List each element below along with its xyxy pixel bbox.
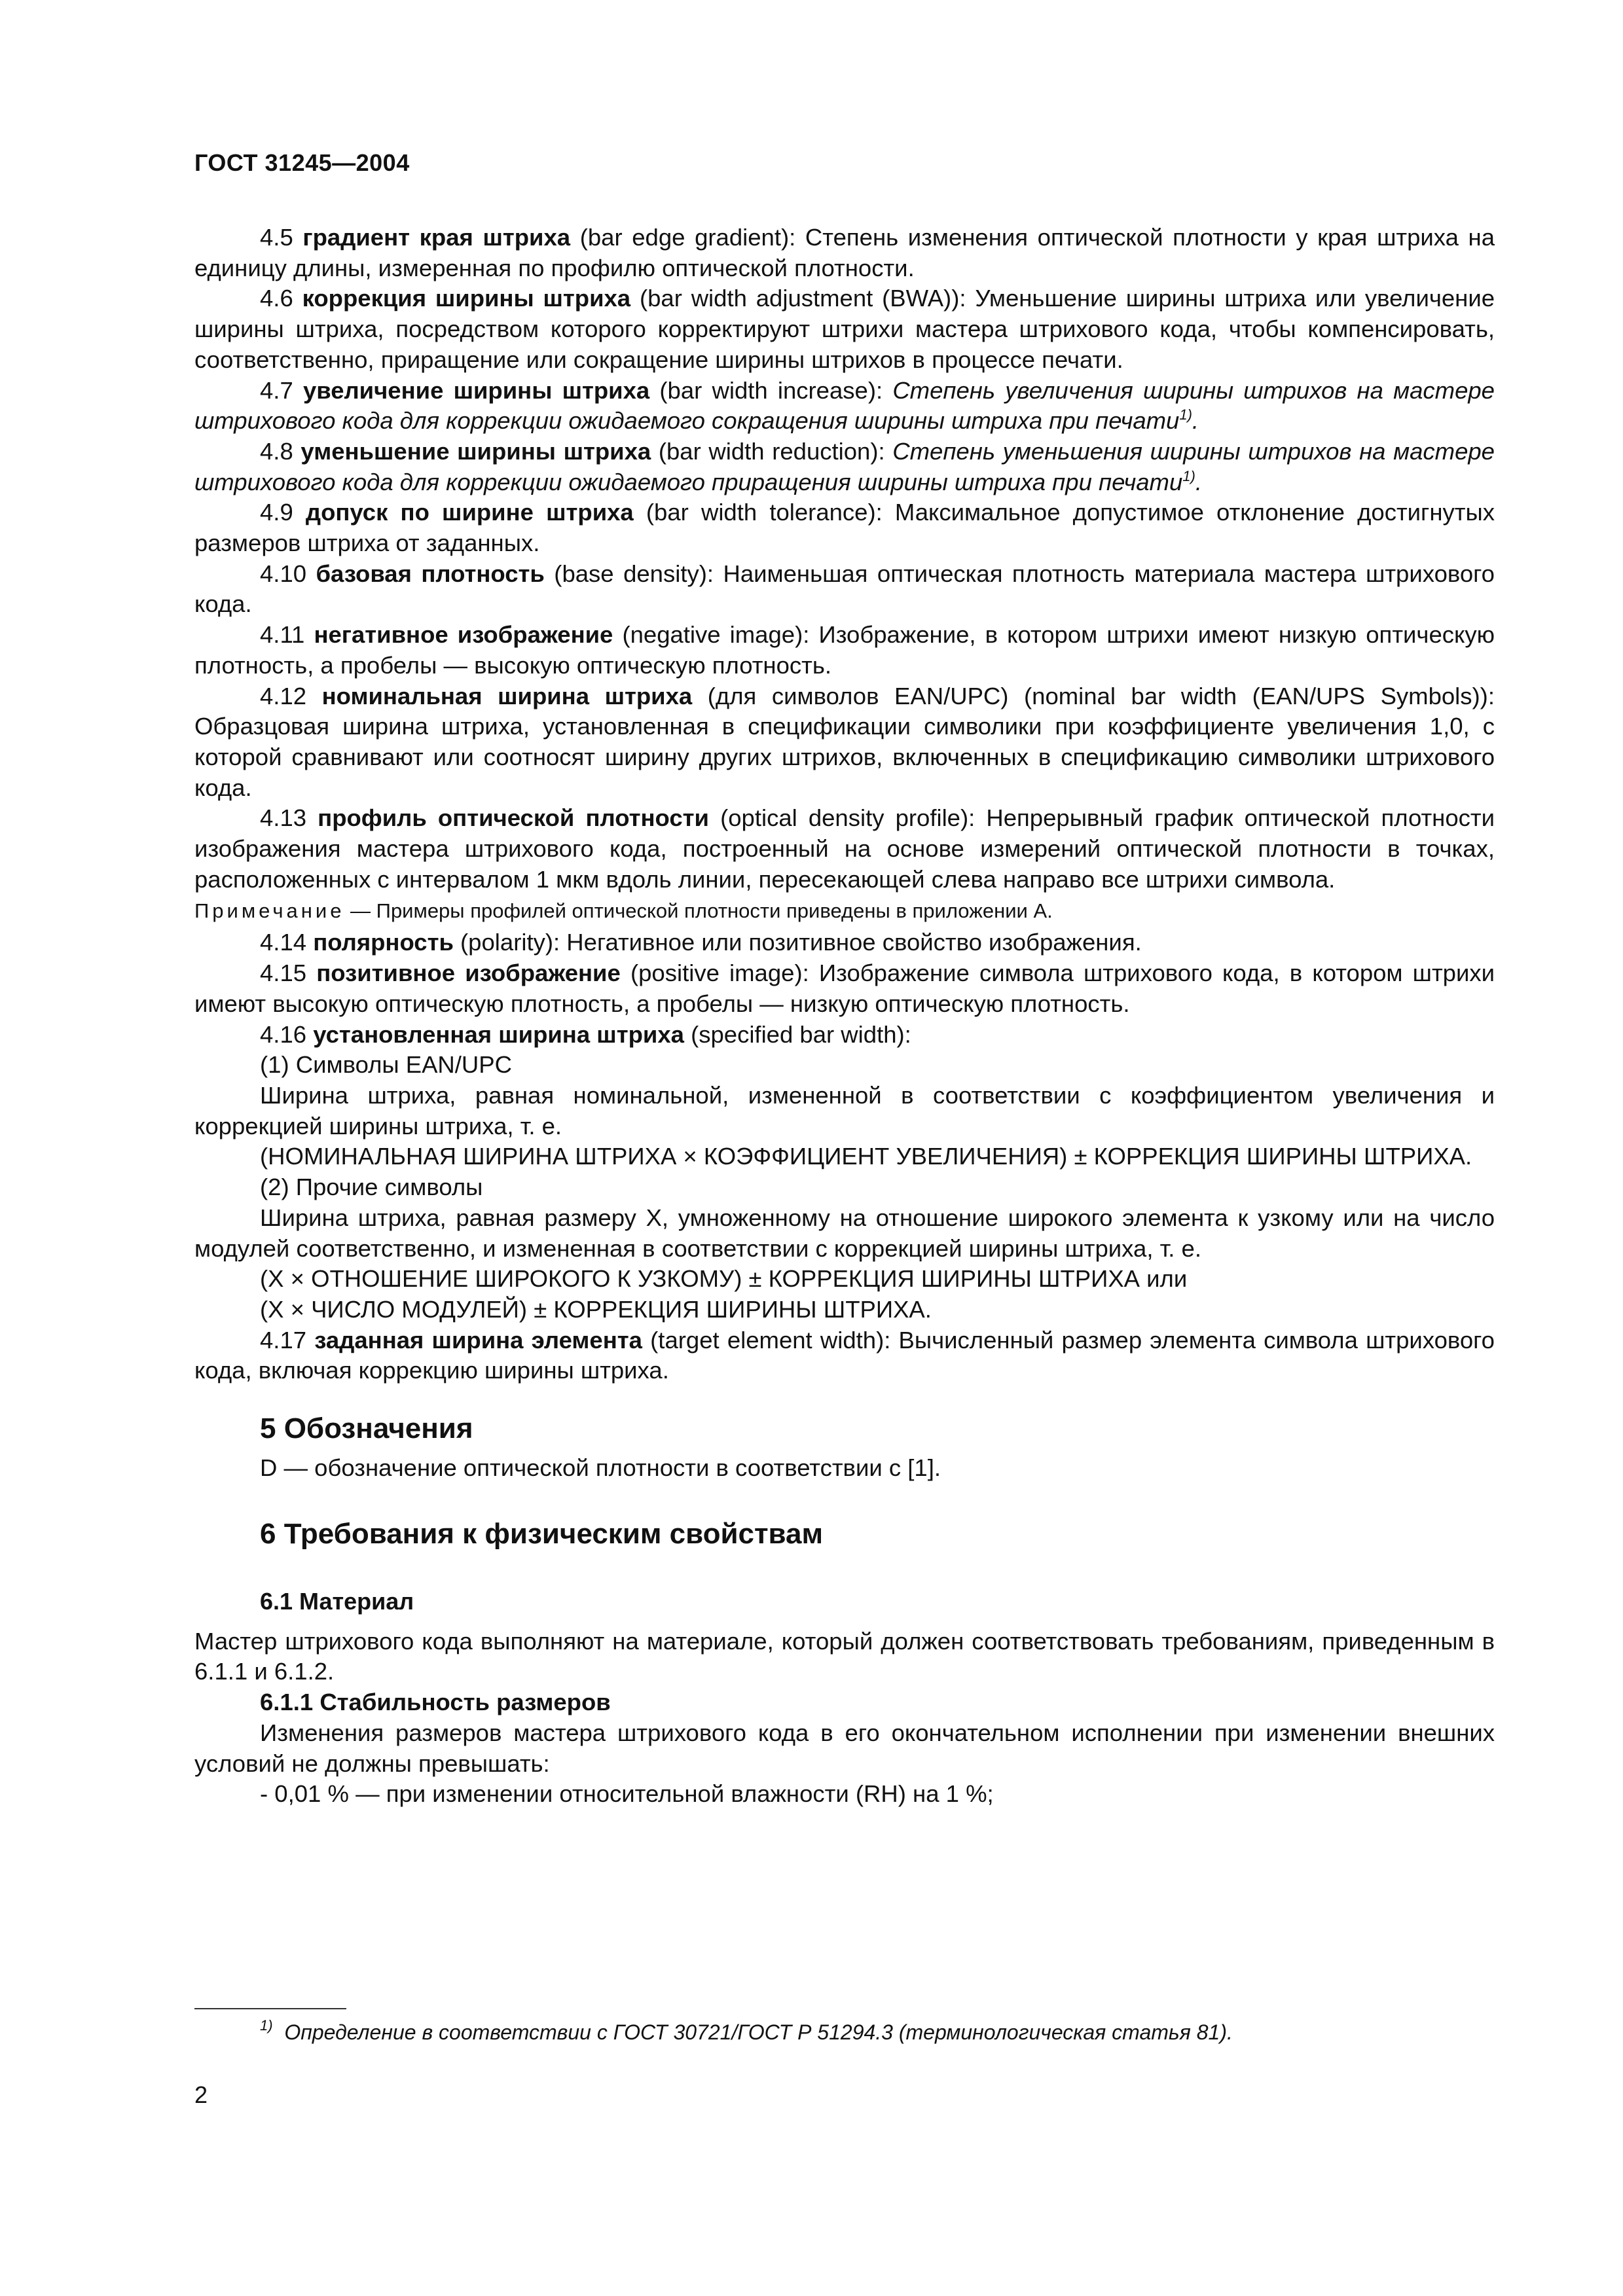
term-name: заданная ширина элемента xyxy=(314,1326,642,1354)
subitem-ean-upc: (1) Символы EAN/UPC xyxy=(260,1051,512,1079)
term-number: 4.5 xyxy=(260,224,293,251)
term-4-14 xyxy=(194,927,1495,958)
term-4-5 xyxy=(194,223,1495,283)
term-4-11 xyxy=(194,620,1495,681)
footnote-mark: 1) xyxy=(260,2017,273,2034)
footnote-divider xyxy=(194,2008,346,2009)
term-definition-italic: Степень уменьшения ширины штрихов на мастере штрихового кода для коррекции ожидаемого приращения ширины штриха при печати xyxy=(194,437,1495,495)
note xyxy=(194,895,1495,927)
term-4-10 xyxy=(194,559,1495,620)
term-number: 4.9 xyxy=(260,499,293,526)
term-definition: (bar width adjustment (BWA)): Уменьшение ширины штриха или увеличение ширины штриха, посредством которого корректируют штрихи мастера штрихового кода, чтобы компенсировать, соответственно, приращение или сокращение ширины штрихов в процессе печати. xyxy=(194,285,1495,373)
subsection-heading-6-1: 6.1 Материал xyxy=(260,1587,414,1615)
term-number: 4.16 xyxy=(260,1020,307,1048)
term-definition: (bar width tolerance): Максимальное допустимое отклонение достигнутых размеров штриха от заданных. xyxy=(194,499,1495,557)
formula: (X × ЧИСЛО МОДУЛЕЙ) ± КОРРЕКЦИЯ ШИРИНЫ ШТРИХА. xyxy=(260,1295,932,1323)
term-name: номинальная ширина штриха xyxy=(321,682,693,709)
term-number: 4.15 xyxy=(260,960,307,987)
term-definition: (specified bar width): xyxy=(684,1020,911,1048)
subsection-heading-6-1-1: 6.1.1 Стабильность размеров xyxy=(260,1689,611,1716)
formula: (НОМИНАЛЬНАЯ ШИРИНА ШТРИХА × КОЭФФИЦИЕНТ УВЕЛИЧЕНИЯ) ± КОРРЕКЦИЯ ШИРИНЫ ШТРИХА. xyxy=(260,1143,1472,1170)
term-number: 4.12 xyxy=(260,682,307,709)
term-name: полярность xyxy=(313,929,454,956)
term-definition: (bar width reduction): xyxy=(651,437,893,465)
term-4-8: 4.8 уменьшение ширины штриха (bar width reduction): Степень уменьшения ширины штрихов на мастере штрихового кода для коррекции ожидаемого приращения ширины штриха при печати$^{1)}$. xyxy=(194,437,1495,495)
term-number: 4.14 xyxy=(260,929,307,956)
term-definition: (для символов EAN/UPC) (nominal bar width (EAN/UPS Symbols)): Образцовая ширина штриха, установленная в спецификации символики при коэффициенте увеличения 1,0, с которой сравнивают или соотносят ширину других штрихов, включенных в спецификацию символики штрихового кода. xyxy=(194,682,1495,801)
term-number: 4.11 xyxy=(260,621,305,649)
term-definition: (target element width): Вычисленный размер элемента символа штрихового кода, включая коррекцию ширины штриха. xyxy=(194,1326,1495,1384)
term-definition: (bar edge gradient): Степень изменения оптической плотности у края штриха на единицу длины, измеренная по профилю оптической плотности. xyxy=(194,224,1495,281)
paragraph: Ширина штриха, равная номинальной, измененной в соответствии с коэффициентом увеличения и коррекцией ширины штриха, т. е. xyxy=(194,1081,1495,1139)
formula: (X × ОТНОШЕНИЕ ШИРОКОГО К УЗКОМУ) ± КОРРЕКЦИЯ ШИРИНЫ ШТРИХА или xyxy=(260,1265,1188,1293)
standard-header: ГОСТ 31245—2004 xyxy=(194,149,410,176)
term-4-13 xyxy=(194,803,1495,895)
note-text: — Примеры профилей оптической плотности приведены в приложении А. xyxy=(344,899,1053,923)
term-number: 4.10 xyxy=(260,560,307,587)
term-number: 4.13 xyxy=(260,804,307,832)
section-heading-5: 5 Обозначения xyxy=(260,1412,473,1445)
paragraph: D — обозначение оптической плотности в соответствии с [1]. xyxy=(260,1454,941,1482)
list-item: - 0,01 % — при изменении относительной влажности (RH) на 1 %; xyxy=(260,1780,994,1808)
term-definition: (optical density profile): Непрерывный график оптической плотности изображения мастера штрихового кода, построенный на основе измерений оптической плотности в точках, расположенных с интервалом 1 мкм вдоль линии, пересекающей слева направо все штрихи символа. xyxy=(194,804,1495,893)
term-number: 4.8 xyxy=(260,437,293,465)
term-name: градиент края штриха xyxy=(302,224,571,251)
footnote xyxy=(260,2017,1491,2047)
term-number: 4.17 xyxy=(260,1326,307,1354)
term-4-17 xyxy=(194,1325,1495,1386)
subitem-other-symbols: (2) Прочие символы xyxy=(260,1174,483,1201)
page-content xyxy=(194,223,1495,1810)
term-4-15 xyxy=(194,958,1495,1019)
paragraph: Изменения размеров мастера штрихового кода в его окончательном исполнении при изменении внешних условий не должны превышать: xyxy=(194,1719,1495,1777)
footnote-ref[interactable]: 1) xyxy=(1179,406,1192,423)
footnote-ref[interactable]: 1) xyxy=(1182,467,1195,484)
footnote-text: Определение в соответствии с ГОСТ 30721/ГОСТ Р 51294.3 (терминологическая статья 81). xyxy=(284,2020,1233,2044)
term-4-6 xyxy=(194,283,1495,375)
term-name: установленная ширина штриха xyxy=(313,1020,684,1048)
term-name: позитивное изображение xyxy=(316,960,621,987)
term-definition: (bar width increase): xyxy=(649,376,893,404)
term-name: допуск по ширине штриха xyxy=(305,499,634,526)
term-definition-italic: Степень увеличения ширины штрихов на мастере штрихового кода для коррекции ожидаемого сокращения ширины штриха при печати xyxy=(194,376,1495,435)
term-name: коррекция ширины штриха xyxy=(302,285,631,312)
term-name: увеличение ширины штриха xyxy=(302,376,650,404)
term-definition: (base density): Наименьшая оптическая плотность материала мастера штрихового кода. xyxy=(194,560,1495,618)
term-number: 4.6 xyxy=(260,285,293,312)
term-definition: (positive image): Изображение символа штрихового кода, в котором штрихи имеют высокую оптическую плотность, а пробелы — низкую оптическую плотность. xyxy=(194,960,1495,1017)
note-label: Примечание xyxy=(194,899,345,923)
term-number: 4.7 xyxy=(260,376,293,404)
term-4-12 xyxy=(194,681,1495,804)
term-4-9 xyxy=(194,497,1495,558)
term-name: негативное изображение xyxy=(314,621,613,649)
term-name: базовая плотность xyxy=(316,560,545,587)
page-number: 2 xyxy=(194,2081,208,2108)
paragraph: Ширина штриха, равная размеру X, умноженному на отношение широкого элемента к узкому или на число модулей соответственно, и измененная в соответствии с коррекцией ширины штриха, т. е. xyxy=(194,1204,1495,1262)
term-definition: (polarity): Негативное или позитивное свойство изображения. xyxy=(453,929,1142,956)
term-definition: (negative image): Изображение, в котором штрихи имеют низкую оптическую плотность, а пробелы — высокую оптическую плотность. xyxy=(194,621,1495,679)
term-name: уменьшение ширины штриха xyxy=(301,437,651,465)
paragraph: Мастер штрихового кода выполняют на материале, который должен соответствовать требованиям, приведенным в 6.1.1 и 6.1.2. xyxy=(194,1627,1495,1685)
term-name: профиль оптической плотности xyxy=(318,804,709,832)
term-4-16 xyxy=(194,1020,1495,1050)
section-heading-6: 6 Требования к физическим свойствам xyxy=(260,1517,824,1550)
term-4-7: 4.7 увеличение ширины штриха (bar width increase): Степень увеличения ширины штрихов на мастере штрихового кода для коррекции ожидаемого сокращения ширины штриха при печати$^{1)}$. xyxy=(194,376,1495,435)
